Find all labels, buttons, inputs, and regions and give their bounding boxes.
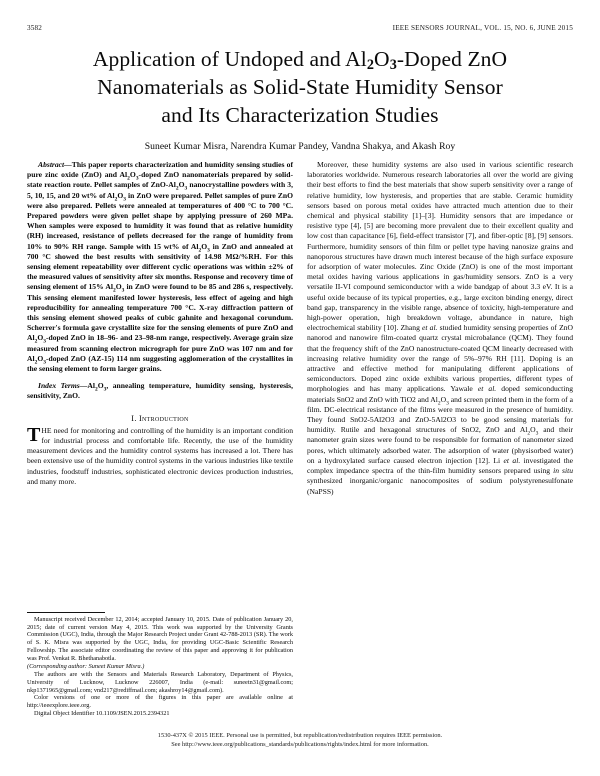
index-terms-label: Index Terms— xyxy=(38,381,88,391)
drop-cap: T xyxy=(27,423,41,446)
page-number: 3582 xyxy=(27,24,42,32)
page-title xyxy=(40,46,560,130)
rights-url-line: See http://www.ieee.org/publications_standards/publications/rights/index.html for more information. xyxy=(171,741,429,749)
intro-first-paragraph xyxy=(27,423,293,487)
right-column xyxy=(307,160,573,718)
intro-first-paragraph-text: HE need for monitoring and controlling of the humidity is an important condition for industrial process and comfortable life. Recently, the use of the humidity measurement devices and the humidity control systems has increased a lot. There has been extensive use of the humidity control systems in the various industries like textile industries, foodstuff industries, sophisticated electronic devices production industries, and many more. xyxy=(27,425,293,486)
footnote-affiliation: The authors are with the Sensors and Materials Research Laboratory, Department of Physics, University of Lucknow, Lucknow 226007, India (e-mail: suneetn31@gmail.com; nkp1371965@gmail.com; vnd217@rediffmail.com; akashroy14@gmail.com). xyxy=(27,670,293,694)
title-line-2: Nanomaterials as Solid-State Humidity Sensor xyxy=(97,74,503,99)
abstract-label: Abstract— xyxy=(38,160,72,169)
abstract-text: This paper reports characterization and humidity sensing studies of pure zinc oxide (ZnO) and $Al_2O_3$-doped ZnO nanomaterials prepared by solid-state reaction route. Pellet samples of ZnO-$Al_2O_3$ nanocrystalline powders with 3, 5, 10, 15, and 20 wt% of $Al_2O_3$ in ZnO were prepared. Pellet samples of pure ZnO were also prepared. Pellets were annealed at temperatures of 400 °C to 700 °C. Prepared powders were given pellet shape by applying pressure of 260 MPa. When samples were exposed to humidity it was found that as relative humidity (RH) increased, resistance of pellets decreased for the range of humidity from 10% to 90% RH range. Sample with 15 wt% of $Al_2O_3$ in ZnO and annealed at 700 °C showed the best results with sensitivity of 14.98 MΩ/%RH. For this sensing element repeatability over different cyclic operations was within ±2% of the measured values of sensitivity after six months. Response and recovery time of sensing element of 15% $Al_2O_3$ in ZnO were found to be 85 and 286 s, respectively. This sensing element manifested lower hysteresis, less effect of ageing and high reproducibility for annealing temperature 700 °C. X-ray diffraction pattern of this sensing element showed peaks of cubic gahnite and hexagonal corundum. Scherrer's formula gave crystallite size for the sensing elements of pure ZnO and $Al_2O_3$-doped ZnO in 18–96- and 23–98-nm range, respectively. Average grain size measured from scanning electron micrograph for pure ZnO was 107 nm and for $Al_2O_3$-doped ZnO (AZ-15) 114 nm suggesting agglomeration of the crystallites in the sensing element to form larger grains. xyxy=(27,160,294,374)
title-line-3: and Its Characterization Studies xyxy=(161,102,439,127)
section-heading-introduction: I. Introduction xyxy=(131,413,189,423)
title-line-1: Application of Undoped and $Al_2O_3$-Doped ZnO xyxy=(92,47,508,74)
page-footer xyxy=(27,732,573,750)
footnote-doi: Digital Object Identifier 10.1109/JSEN.2015.2394321 xyxy=(34,710,170,718)
footnote-block xyxy=(27,612,293,718)
title-block xyxy=(40,46,560,152)
body-columns xyxy=(27,160,573,718)
left-column xyxy=(27,160,293,718)
right-column-paragraph: Moreover, these humidity systems are also used in various scientific research laboratories worldwide. Numerous research laboratories all over the world are giving their best efforts to find the best materials that show superb sensitivity over a range of relative humidity, low hysteresis, and properties that are stable. Ceramic humidity sensors based on porous metal oxides have attracted much attention due to their chemical and physical stability [1]–[3]. Humidity sensors that are impedance or resistive type [4], [5] are becoming more prevalent due to their excellent quality and low cost than capacitance [6], field-effect transistor [7], and fiber-optic [8], [9] sensors. Furthermore, humidity sensors of thin film or pellet type having nanosize grains and nanoporous structures have drawn much interest because of the high surface exposure for adsorption of water molecules. Zinc Oxide (ZnO) is one of the most important metal oxides having various applications in gas/humidity sensors. ZnO is a very versatile II-VI compound semiconductor with a wide bandgap of about 3.3 eV. It is a useful oxide because of its typical properties, e.g., large exciton binding energy, direct band gap, transparency in the visible range, absence of toxicity, high-temperature and high-power operation, high breakdown voltage, abundance in nature, high electrochemical stability [10]. Zhang et al. studied humidity sensing properties of ZnO nanorod and nanowire film-coated quartz crystal microbalance (QCM). They found that the frequency shift of the ZnO nanostructure-coated QCM linearly decreased with increasing relative humidity over the range of 5%–97% RH [11]. Doping is an attractive and effective method for manipulating different applications of semiconductors. Doped zinc oxide exhibits various properties, different types of morphologies and has many applications. Yawale et al. doped semiconducting materials SnO2 and ZnO with TiO2 and $Al_2O_3$ and screen printed them in the form of a film. DC-electrical resistance of the films were measured in the presence of humidity. They found SnO2-5Al2O3 and ZnO-5Al2O3 to be good sensing materials for humidity. Rutile and hexagonal structures of SnO2, ZnO and $Al_2O_3$ and their nanometer grain sizes were found to be responsible for formation of nanometer sized pores, which ultimately adsorbed water. The adsorption of water (physisorbed water) on a hydroxylated surface caused electron injection [12]. Li et al. investigated the complex impedance spectra of the thin-film humidity sensors prepared using in situ synthesized inorganic/organic nanocomposites of sodium polystyrenesulfonate (NaPSS) xyxy=(307,160,574,496)
author-list: Suneet Kumar Misra, Narendra Kumar Pandey, Vandna Shakya, and Akash Roy xyxy=(144,140,456,152)
copyright-line: 1530-437X © 2015 IEEE. Personal use is permitted, but republication/redistribution requires IEEE permission. xyxy=(157,732,443,740)
index-terms-paragraph xyxy=(27,381,293,401)
journal-info: IEEE SENSORS JOURNAL, VOL. 15, NO. 6, JUNE 2015 xyxy=(392,24,573,32)
abstract-paragraph xyxy=(27,160,293,374)
running-head xyxy=(27,24,573,36)
footnote-color-versions: Color versions of one or more of the figures in this paper are available online at http://ieeexplore.ieee.org. xyxy=(27,694,293,710)
index-terms-text: $Al_2O_3$, annealing temperature, humidity sensing, hysteresis, sensitivity, ZnO. xyxy=(27,381,293,401)
footnote-corresponding-author: (Corresponding author: Suneet Kumar Misra.) xyxy=(27,662,145,670)
footnote-manuscript-info: Manuscript received December 12, 2014; accepted January 10, 2015. Date of publication January 20, 2015; date of current version May 4, 2015. This work was supported by the University Grants Commission (UGC), India, through the Major Research Project under Grant 42-788-2013 (SR). The work of S. K. Misra was supported by the UGC, India, for providing UGC-Basic Scientific Research Fellowship. The associate editor coordinating the review of this paper and approving it for publication was Prof. Venkat R. Bhethanabotla. xyxy=(27,615,293,662)
